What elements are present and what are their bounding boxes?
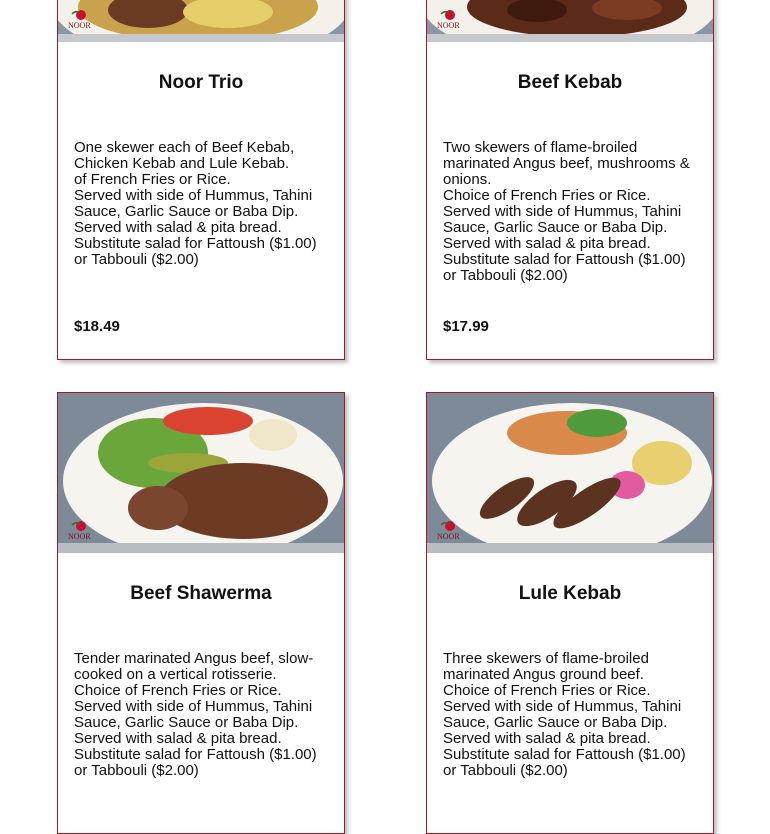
noor-logo-icon: [435, 8, 469, 30]
svg-text:NOOR: NOOR: [68, 21, 91, 30]
noor-logo-icon: [66, 8, 100, 30]
svg-text:NOOR: NOOR: [437, 532, 460, 541]
menu-item-price: $18.49: [74, 318, 120, 335]
menu-item-title: Lule Kebab: [518, 583, 622, 604]
menu-item-title: Beef Shawerma: [130, 583, 272, 604]
menu-card-beef-shawerma[interactable]: [57, 392, 345, 834]
noor-logo-icon: [66, 519, 100, 541]
noor-trio-photo: [58, 0, 344, 42]
menu-item-description: One skewer each of Beef Kebab, Chicken Kebab and Lule Kebab. of French Fries or Rice. Served with side of Hummus, Tahini Sauce, Garlic Sauce or Baba Dip. Served with salad & pita bread. Substitute salad for Fattoush ($1.00) or Tabbouli ($2.00): [74, 139, 317, 268]
menu-card-lule-kebab[interactable]: [426, 392, 714, 834]
beef-kebab-photo: [427, 0, 713, 42]
svg-text:NOOR: NOOR: [68, 532, 91, 541]
svg-text:NOOR: NOOR: [437, 21, 460, 30]
beef-shawerma-photo: [58, 393, 344, 553]
menu-card-noor-trio[interactable]: [57, 0, 345, 360]
menu-item-description: Tender marinated Angus beef, slow-cooked on a vertical rotisserie. Choice of French Fries or Rice. Served with side of Hummus, Tahini Sauce, Garlic Sauce or Baba Dip. Served with salad & pita bread. Substitute salad for Fattoush ($1.00) or Tabbouli ($2.00): [74, 650, 317, 779]
lule-kebab-photo: [427, 393, 713, 553]
menu-item-title: Noor Trio: [158, 72, 244, 93]
menu-item-title: Beef Kebab: [517, 72, 623, 93]
menu-item-description: Three skewers of flame-broiled marinated Angus ground beef. Choice of French Fries or Rice. Served with side of Hummus, Tahini Sauce, Garlic Sauce or Baba Dip. Served with salad & pita bread. Substitute salad for Fattoush ($1.00) or Tabbouli ($2.00): [443, 650, 686, 779]
menu-card-beef-kebab[interactable]: [426, 0, 714, 360]
menu-item-price: $17.99: [443, 318, 489, 335]
menu-item-description: Two skewers of flame-broiled marinated Angus beef, mushrooms & onions. Choice of French Fries or Rice. Served with side of Hummus, Tahini Sauce, Garlic Sauce or Baba Dip. Served with salad & pita bread. Substitute salad for Fattoush ($1.00) or Tabbouli ($2.00): [443, 139, 690, 284]
noor-logo-icon: [435, 519, 469, 541]
